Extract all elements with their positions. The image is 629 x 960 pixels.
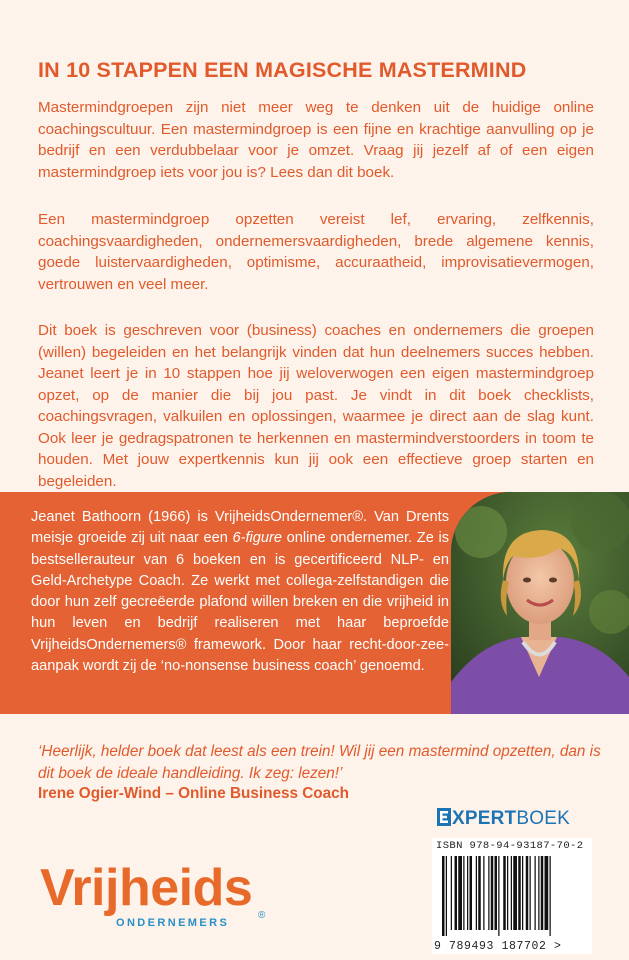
barcode-bar xyxy=(442,856,445,936)
bio-emphasis: 6-figure xyxy=(232,530,282,547)
barcode-bar xyxy=(550,856,551,936)
barcode-bar xyxy=(488,856,489,930)
barcode-bar xyxy=(491,856,494,930)
expertboek-logo-bold: XPERT xyxy=(452,808,517,829)
barcode-bar xyxy=(451,856,452,930)
author-photo xyxy=(451,492,629,714)
barcode-bar xyxy=(538,856,539,930)
barcode-bar xyxy=(541,856,544,930)
barcode-bar xyxy=(545,856,549,930)
barcode-bar xyxy=(478,856,481,930)
testimonial-quote: ‘Heerlijk, helder boek dat leest als een trein! Wil jij een mastermind opzetten, dan is dit boek de ideale handleiding. Ik zeg: lezen!’ xyxy=(38,743,601,782)
back-cover-title: IN 10 STAPPEN EEN MAGISCHE MASTERMIND xyxy=(38,58,527,82)
barcode-bar xyxy=(463,856,464,930)
testimonial-author: Irene Ogier-Wind – Online Business Coach xyxy=(38,785,349,802)
barcode-bar xyxy=(470,856,473,930)
expertboek-e-icon xyxy=(437,808,451,826)
barcode-digits: 9 789493 187702 > xyxy=(434,940,562,953)
barcode-bar xyxy=(503,856,506,930)
audience-paragraph: Dit boek is geschreven voor (business) coaches en ondernemers die groepen (willen) begeleiden en het belangrijk vinden dat hun deelnemers succes hebben. Jeanet leert je in 10 stappen hoe jij weloverwogen een eigen mastermindgroep opzet, op de manier die bij jou past. Je vindt in dit boek checklists, coachingsvragen, valkuilen en oplossingen, waarmee je direct aan de slag kunt. Ook leer je gedragspatronen te herkennen en mastermindverstoorders in toom te houden. Met jouw expertkennis kun jij ook een effectieve groep starten en begeleiden. xyxy=(38,322,594,490)
requirements-paragraph: Een mastermindgroep opzetten vereist lef, ervaring, zelfkennis, coachingsvaardigheden, ondernemersvaardigheden, brede algemene kennis, goede luistervaardigheden, optimisme, accuraatheid, improvisatievermogen, vertrouwen en veel meer. xyxy=(38,211,594,293)
publisher-logo-registered: ® xyxy=(258,910,266,921)
publisher-logo-sub: ONDERNEMERS xyxy=(116,917,230,929)
barcode-bar xyxy=(507,856,508,930)
barcode-bar xyxy=(446,856,447,936)
barcode-bar xyxy=(535,856,536,930)
barcode-bar xyxy=(458,856,462,930)
barcode-bar xyxy=(467,856,468,930)
barcode-bar xyxy=(511,856,512,930)
barcode-bar xyxy=(513,856,517,930)
barcode-bar xyxy=(495,856,498,930)
barcode-bar xyxy=(530,856,531,930)
author-bio: Jeanet Bathoorn (1966) is VrijheidsOndernemer®. Van Drents meisje groeide zij uit naar een 6-figure online ondernemer. Ze is bestsellerauteur van 6 boeken en is gecertificeerd NLP- en Geld-Archetype Coach. Ze werkt met collega-zelfstandigen die door hun zelf gecreëerde plafond willen breken en die vrijheid in hun leven en bedrijf realiseren met haar beproefde VrijheidsOndernemers® framework. Door haar recht-door-zee-aanpak wordt zij de ‘no-nonsense business coach’ genoemd. xyxy=(31,509,450,675)
barcode-bar xyxy=(483,856,484,930)
expertboek-logo-light: BOEK xyxy=(516,808,570,829)
intro-paragraph: Mastermindgroepen zijn niet meer weg te denken uit de huidige online coachingscultuur. Een mastermindgroep is een fijne en krachtige aanvulling op je bedrijf en een verdubbelaar voor je omzet. Vraag jij jezelf af of een eigen mastermindgroep iets voor jou is? Lees dan dit boek. xyxy=(38,99,594,181)
barcode-bar xyxy=(526,856,529,930)
publisher-logo: Vrijheids xyxy=(40,859,253,917)
barcode-bar xyxy=(522,856,523,930)
barcode-bar xyxy=(455,856,458,930)
isbn-number: ISBN 978-94-93187-70-2 xyxy=(436,840,584,852)
isbn-barcode xyxy=(440,856,588,936)
barcode-bar xyxy=(518,856,521,930)
barcode-bar xyxy=(498,856,499,936)
barcode-bar xyxy=(476,856,477,930)
expertboek-logo xyxy=(437,808,570,830)
